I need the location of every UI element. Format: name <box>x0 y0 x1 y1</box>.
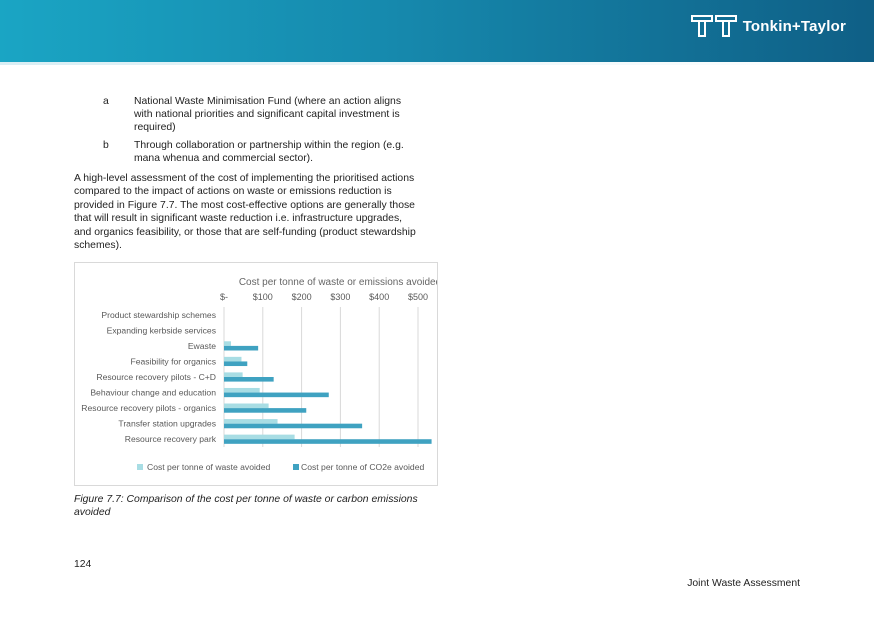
bar-co2e <box>224 424 362 429</box>
category-label: Product stewardship schemes <box>101 309 216 320</box>
cost-bar-chart <box>75 263 437 485</box>
bar-co2e <box>224 439 432 444</box>
company-logo <box>691 15 846 37</box>
x-tick-label: $500 <box>407 292 429 302</box>
legend-label: Cost per tonne of CO2e avoided <box>301 462 425 472</box>
page-number: 124 <box>74 559 92 570</box>
bar-co2e <box>224 346 258 351</box>
list-marker: a <box>103 96 109 107</box>
bar-waste <box>224 419 278 424</box>
legend-swatch <box>293 464 299 470</box>
category-label: Behaviour change and education <box>90 387 216 398</box>
legend-swatch <box>137 464 143 470</box>
category-label: Transfer station upgrades <box>118 418 216 429</box>
chart-frame <box>74 262 438 486</box>
header-divider <box>0 62 874 65</box>
chart-title: Cost per tonne of waste or emissions avoided <box>238 277 437 288</box>
bar-waste <box>224 372 243 377</box>
body-paragraph: A high-level assessment of the cost of implementing the prioritised actions compared to the impact of actions on waste or emissions reduction is provided in Figure 7.7. The most cost-effective options are generally those that will result in significant waste reduction i.e. infrastructure upgrades, and organics feasibility, or those that are self-funding (product stewardship schemes). <box>74 173 416 252</box>
bar-waste <box>224 341 231 346</box>
bar-co2e <box>224 361 247 366</box>
tt-logo-icon <box>691 15 737 37</box>
bar-waste <box>224 388 260 393</box>
footer-title: Joint Waste Assessment <box>687 578 800 589</box>
x-tick-label: $100 <box>252 292 273 302</box>
figure-caption: Figure 7.7: Comparison of the cost per tonne of waste or carbon emissions avoided <box>74 494 418 519</box>
list-text: Through collaboration or partnership within the region (e.g. mana whenua and commercial sector). <box>134 140 404 164</box>
category-label: Expanding kerbside services <box>106 325 216 336</box>
bar-co2e <box>224 393 329 398</box>
category-label: Feasibility for organics <box>130 356 216 367</box>
x-tick-label: $- <box>219 292 229 302</box>
bar-waste <box>224 357 241 362</box>
category-label: Resource recovery pilots - C+D <box>96 372 216 382</box>
bar-co2e <box>224 408 306 413</box>
header-band <box>0 0 874 62</box>
bar-waste <box>224 404 269 409</box>
bar-waste <box>224 435 295 440</box>
x-tick-label: $300 <box>330 292 351 302</box>
list-text: National Waste Minimisation Fund (where an action aligns with national priorities and significant capital investment is required) <box>134 96 402 133</box>
x-tick-label: $200 <box>291 292 312 302</box>
legend-label: Cost per tonne of waste avoided <box>147 462 271 472</box>
category-label: Resource recovery park <box>124 434 216 445</box>
x-tick-label: $400 <box>369 292 390 302</box>
logo-text: Tonkin+Taylor <box>742 17 846 35</box>
list-marker: b <box>103 140 109 151</box>
category-label: Resource recovery pilots - organics <box>81 403 216 414</box>
category-label: Ewaste <box>187 340 216 351</box>
bar-co2e <box>224 377 274 382</box>
